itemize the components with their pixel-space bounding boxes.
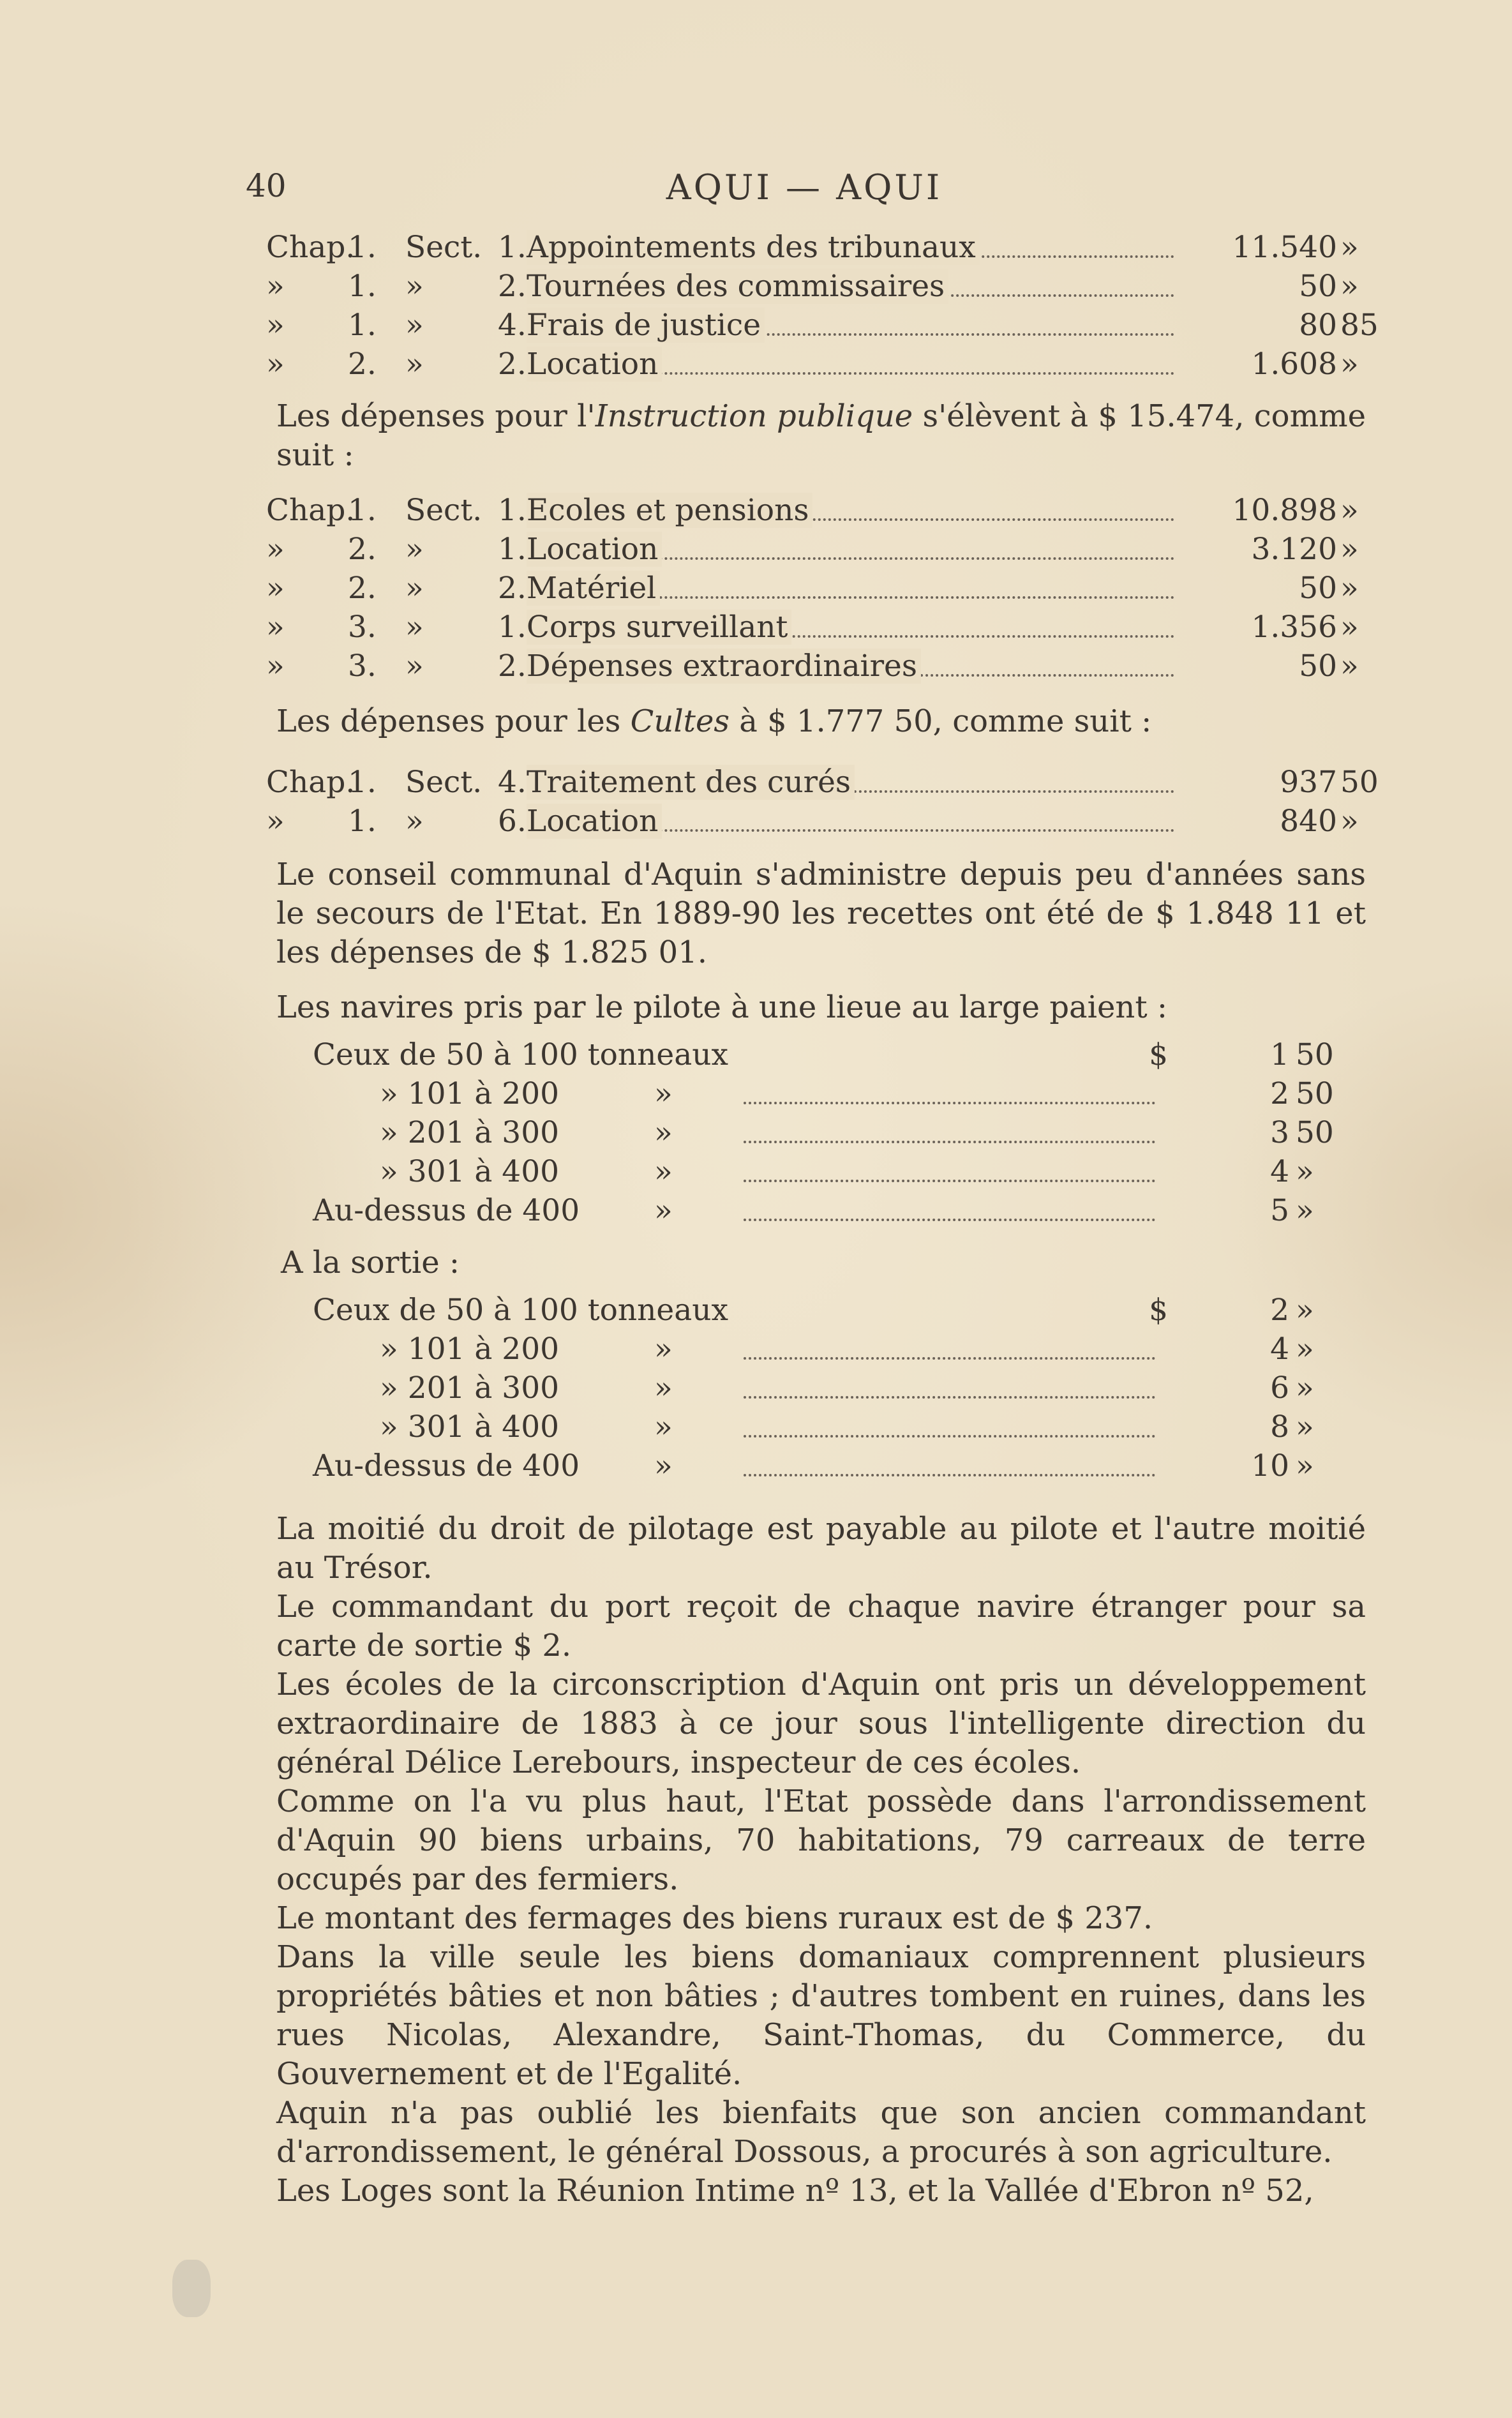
paragraph: Les écoles de la circonscription d'Aquin ont pris un développement extraordinaire de 1883 à ce jour sous l'intelligente direction du général Délice Lerebours, inspecteur de ces écoles. xyxy=(276,1667,1366,1780)
paragraph: Le montant des fermages des biens ruraux est de $ 237. xyxy=(276,1900,1153,1936)
paragraph: Comme on l'a vu plus haut, l'Etat possède dans l'arrondissement d'Aquin 90 biens urbains, 70 habitations, 79 carreaux de terre occupés par des fermiers. xyxy=(276,1783,1366,1897)
page-header xyxy=(246,167,1363,212)
paragraph: La moitié du droit de pilotage est payable au pilote et l'autre moitié au Trésor. xyxy=(276,1511,1366,1586)
table-row: » 3. » 2. Dépenses extraordinaires 50 » xyxy=(266,649,1359,684)
paragraph: Les Loges sont la Réunion Intime nº 13, et la Vallée d'Ebron nº 52, xyxy=(276,2173,1314,2209)
sortie-label-block xyxy=(246,1245,1366,1284)
paragraph-cultes: Les dépenses pour les Cultes à $ 1.777 50, comme suit : xyxy=(276,703,1152,739)
table-row: » 2. » 2. Matériel 50 » xyxy=(266,571,1359,606)
paragraph: Le commandant du port reçoit de chaque navire étranger pour sa carte de sortie $ 2. xyxy=(276,1589,1366,1663)
table-row: Au-dessus de 400 » 5 » xyxy=(313,1193,1314,1228)
body-text xyxy=(246,1510,1366,2211)
table-row: » 1. » 2. Tournées des commissaires 50 » xyxy=(266,269,1359,304)
table-row: » 1. » 6. Location 840 » xyxy=(266,804,1359,839)
table-row: » 301 à 400 » 8 » xyxy=(380,1409,1314,1445)
table-row: Chap. 1. Sect. 1. Ecoles et pensions 10.898 » xyxy=(266,493,1359,528)
table-row: » 201 à 300 » 3 50 xyxy=(380,1115,1334,1150)
pilotage-sortie-table xyxy=(246,1293,1366,1487)
sortie-label: A la sortie : xyxy=(281,1245,460,1280)
table-row: » 201 à 300 » 6 » xyxy=(380,1370,1314,1406)
page-number: 40 xyxy=(246,167,287,204)
running-head: AQUI — AQUI xyxy=(666,167,943,207)
budget-table-justice xyxy=(246,230,1379,386)
table-row: » 101 à 200 » 2 50 xyxy=(380,1076,1334,1111)
table-row: » 1. » 4. Frais de justice 80 85 xyxy=(266,308,1379,343)
table-row: » 2. » 2. Location 1.608 » xyxy=(266,347,1359,382)
table-row: » 301 à 400 » 4 » xyxy=(380,1154,1314,1189)
paragraph: Aquin n'a pas oublié les bienfaits que son ancien commandant d'arrondissement, le général Dossous, a procurés à son agriculture. xyxy=(276,2095,1366,2170)
paragraph: Dans la ville seule les biens domaniaux comprennent plusieurs propriétés bâties et non bâties ; d'autres tombent en ruines, dans les rues Nicolas, Alexandre, Saint-Thomas, du Commerce, du Gouvernement et de l'Egalité. xyxy=(276,1939,1366,2092)
pilotage-entree-table xyxy=(246,1037,1366,1232)
paragraph-instruction: Les dépenses pour l'Instruction publique s'élèvent à $ 15.474, comme suit : xyxy=(276,398,1366,473)
table-row: » 101 à 200 » 4 » xyxy=(380,1332,1314,1367)
table-row: » 2. » 1. Location 3.120 » xyxy=(266,532,1359,567)
table-row: Ceux de 50 à 100 tonneaux $ 2 » xyxy=(313,1293,1314,1328)
table-row: Chap. 1. Sect. 1. Appointements des tribunaux 11.540 » xyxy=(266,230,1359,265)
table-row: Ceux de 50 à 100 tonneaux $ 1 50 xyxy=(313,1037,1334,1072)
paragraph-conseil: Le conseil communal d'Aquin s'administre depuis peu d'années sans le secours de l'Etat. En 1889-90 les recettes ont été de $ 1.848 11 et les dépenses de $ 1.825 01. xyxy=(276,857,1366,970)
paper-stain xyxy=(172,2260,211,2317)
table-row: Au-dessus de 400 » 10 » xyxy=(313,1448,1314,1483)
paragraph-navires: Les navires pris par le pilote à une lieue au large paient : xyxy=(276,989,1168,1025)
table-row: Chap. 1. Sect. 4. Traitement des curés 937 50 xyxy=(266,765,1379,800)
table-row: » 3. » 1. Corps surveillant 1.356 » xyxy=(266,610,1359,645)
budget-table-instruction xyxy=(246,493,1366,687)
budget-table-cultes xyxy=(246,765,1379,843)
